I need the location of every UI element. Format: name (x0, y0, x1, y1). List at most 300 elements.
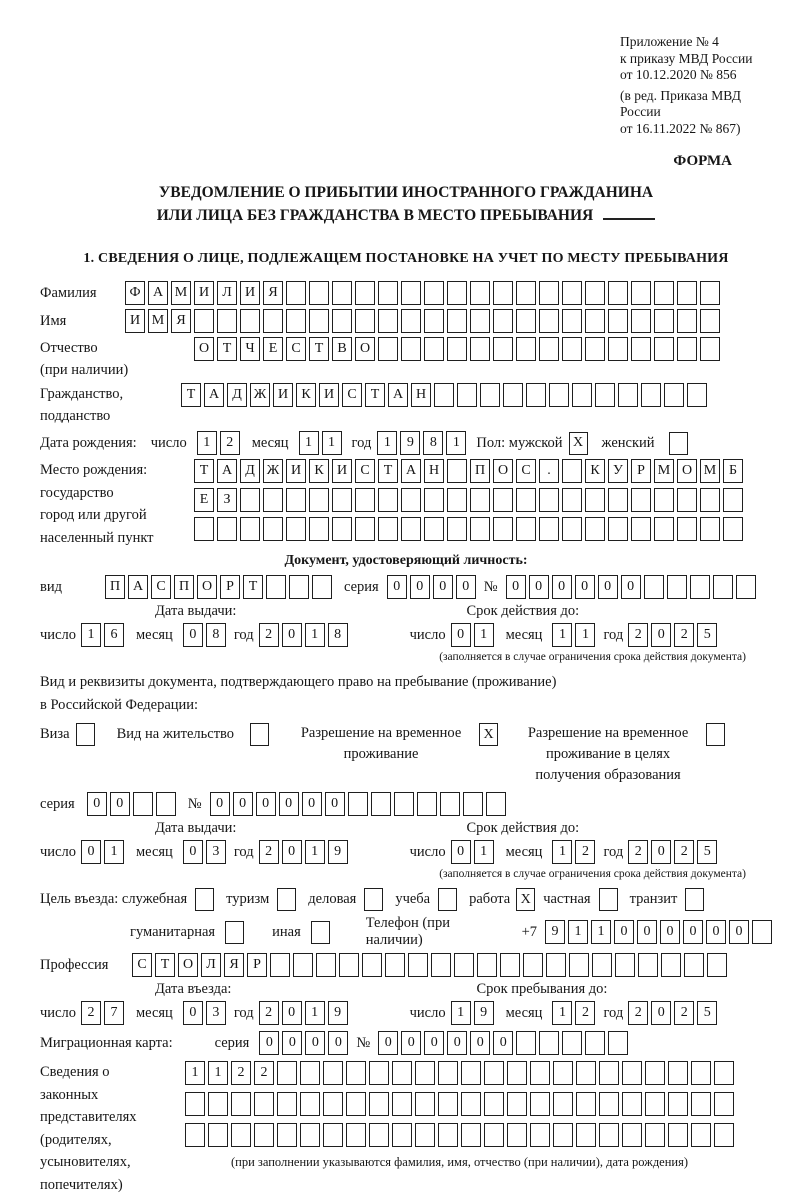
char-cell[interactable]: Е (194, 488, 214, 512)
char-cell[interactable]: С (355, 459, 375, 483)
char-cell[interactable]: Я (171, 309, 191, 333)
char-cell[interactable] (503, 383, 523, 407)
char-cell[interactable]: А (204, 383, 224, 407)
char-cell[interactable] (394, 792, 414, 816)
char-cell[interactable] (293, 953, 313, 977)
char-cell[interactable] (507, 1092, 527, 1116)
char-cell[interactable] (438, 1061, 458, 1085)
char-cell[interactable] (346, 1061, 366, 1085)
char-cell[interactable] (608, 337, 628, 361)
char-cell[interactable] (332, 488, 352, 512)
temp-residence-checkbox[interactable]: X (479, 723, 498, 746)
char-cell[interactable] (486, 792, 506, 816)
char-cell[interactable]: 0 (282, 1001, 302, 1025)
char-cell[interactable]: 0 (614, 920, 634, 944)
char-cell[interactable]: 0 (387, 575, 407, 599)
char-cell[interactable]: Н (424, 459, 444, 483)
char-cell[interactable]: Т (181, 383, 201, 407)
char-cell[interactable]: Р (220, 575, 240, 599)
char-cell[interactable] (599, 1092, 619, 1116)
char-cell[interactable] (133, 792, 153, 816)
char-cell[interactable] (484, 1092, 504, 1116)
char-cell[interactable] (263, 309, 283, 333)
char-cell[interactable]: Р (247, 953, 267, 977)
char-cell[interactable]: С (516, 459, 536, 483)
char-cell[interactable]: 0 (651, 623, 671, 647)
char-cell[interactable] (355, 281, 375, 305)
char-cell[interactable]: 0 (110, 792, 130, 816)
char-cell[interactable]: О (677, 459, 697, 483)
char-cell[interactable] (493, 488, 513, 512)
char-cell[interactable] (392, 1123, 412, 1147)
char-cell[interactable] (240, 488, 260, 512)
char-cell[interactable] (690, 575, 710, 599)
char-cell[interactable] (645, 1061, 665, 1085)
char-cell[interactable] (470, 337, 490, 361)
char-cell[interactable]: 0 (493, 1031, 513, 1055)
char-cell[interactable] (668, 1061, 688, 1085)
char-cell[interactable]: 1 (197, 431, 217, 455)
char-cell[interactable]: 1 (305, 623, 325, 647)
temp-residence-edu-checkbox[interactable] (706, 723, 725, 746)
char-cell[interactable]: 0 (259, 1031, 279, 1055)
char-cell[interactable]: Т (378, 459, 398, 483)
char-cell[interactable]: А (128, 575, 148, 599)
char-cell[interactable] (300, 1123, 320, 1147)
char-cell[interactable] (355, 517, 375, 541)
char-cell[interactable]: Ф (125, 281, 145, 305)
char-cell[interactable] (424, 517, 444, 541)
char-cell[interactable] (447, 337, 467, 361)
char-cell[interactable] (355, 309, 375, 333)
char-cell[interactable] (378, 309, 398, 333)
char-cell[interactable]: 1 (81, 623, 101, 647)
char-cell[interactable]: Т (309, 337, 329, 361)
char-cell[interactable] (608, 281, 628, 305)
char-cell[interactable] (530, 1123, 550, 1147)
char-cell[interactable]: 2 (220, 431, 240, 455)
char-cell[interactable] (185, 1123, 205, 1147)
char-cell[interactable] (654, 309, 674, 333)
char-cell[interactable]: 0 (637, 920, 657, 944)
char-cell[interactable] (562, 1031, 582, 1055)
char-cell[interactable] (687, 383, 707, 407)
char-cell[interactable] (484, 1061, 504, 1085)
char-cell[interactable] (507, 1061, 527, 1085)
char-cell[interactable] (470, 281, 490, 305)
char-cell[interactable] (516, 337, 536, 361)
char-cell[interactable]: 9 (328, 840, 348, 864)
char-cell[interactable] (447, 281, 467, 305)
sex-male-checkbox[interactable]: X (569, 432, 588, 455)
char-cell[interactable]: О (197, 575, 217, 599)
char-cell[interactable]: Н (411, 383, 431, 407)
char-cell[interactable]: 2 (254, 1061, 274, 1085)
char-cell[interactable] (713, 575, 733, 599)
char-cell[interactable] (516, 309, 536, 333)
char-cell[interactable]: 8 (423, 431, 443, 455)
char-cell[interactable] (631, 281, 651, 305)
char-cell[interactable]: 0 (451, 840, 471, 864)
char-cell[interactable]: О (194, 337, 214, 361)
char-cell[interactable] (461, 1092, 481, 1116)
purpose-other-checkbox[interactable] (311, 921, 330, 944)
char-cell[interactable]: 1 (474, 840, 494, 864)
char-cell[interactable]: 1 (305, 840, 325, 864)
char-cell[interactable] (300, 1092, 320, 1116)
char-cell[interactable]: 0 (233, 792, 253, 816)
char-cell[interactable] (691, 1123, 711, 1147)
char-cell[interactable]: 7 (104, 1001, 124, 1025)
char-cell[interactable]: 0 (210, 792, 230, 816)
char-cell[interactable]: У (608, 459, 628, 483)
char-cell[interactable] (438, 1092, 458, 1116)
char-cell[interactable] (440, 792, 460, 816)
char-cell[interactable]: 0 (282, 623, 302, 647)
char-cell[interactable] (668, 1123, 688, 1147)
char-cell[interactable] (677, 517, 697, 541)
char-cell[interactable] (378, 517, 398, 541)
char-cell[interactable] (638, 953, 658, 977)
char-cell[interactable] (277, 1092, 297, 1116)
char-cell[interactable] (392, 1061, 412, 1085)
char-cell[interactable]: 0 (302, 792, 322, 816)
char-cell[interactable] (618, 383, 638, 407)
char-cell[interactable]: И (125, 309, 145, 333)
char-cell[interactable]: 0 (378, 1031, 398, 1055)
char-cell[interactable] (424, 488, 444, 512)
char-cell[interactable] (378, 488, 398, 512)
char-cell[interactable] (463, 792, 483, 816)
char-cell[interactable] (723, 517, 743, 541)
char-cell[interactable]: 1 (575, 623, 595, 647)
char-cell[interactable] (286, 488, 306, 512)
char-cell[interactable]: М (171, 281, 191, 305)
char-cell[interactable]: 1 (446, 431, 466, 455)
char-cell[interactable] (254, 1123, 274, 1147)
char-cell[interactable]: Ж (250, 383, 270, 407)
char-cell[interactable] (707, 953, 727, 977)
residence-permit-checkbox[interactable] (250, 723, 269, 746)
char-cell[interactable]: И (332, 459, 352, 483)
char-cell[interactable] (447, 459, 467, 483)
char-cell[interactable]: 0 (552, 575, 572, 599)
char-cell[interactable] (385, 953, 405, 977)
char-cell[interactable]: 5 (697, 1001, 717, 1025)
purpose-work-checkbox[interactable]: X (516, 888, 535, 911)
char-cell[interactable] (332, 517, 352, 541)
char-cell[interactable] (470, 517, 490, 541)
char-cell[interactable] (654, 281, 674, 305)
char-cell[interactable] (516, 1031, 536, 1055)
char-cell[interactable] (667, 575, 687, 599)
purpose-transit-checkbox[interactable] (685, 888, 704, 911)
char-cell[interactable]: А (388, 383, 408, 407)
char-cell[interactable]: К (585, 459, 605, 483)
char-cell[interactable] (484, 1123, 504, 1147)
char-cell[interactable] (622, 1092, 642, 1116)
char-cell[interactable] (217, 309, 237, 333)
char-cell[interactable] (323, 1092, 343, 1116)
char-cell[interactable]: 0 (706, 920, 726, 944)
char-cell[interactable] (339, 953, 359, 977)
char-cell[interactable] (401, 281, 421, 305)
char-cell[interactable] (691, 1092, 711, 1116)
char-cell[interactable] (714, 1092, 734, 1116)
char-cell[interactable]: Т (155, 953, 175, 977)
char-cell[interactable] (194, 309, 214, 333)
char-cell[interactable] (585, 281, 605, 305)
char-cell[interactable] (539, 1031, 559, 1055)
char-cell[interactable] (631, 337, 651, 361)
char-cell[interactable]: П (174, 575, 194, 599)
char-cell[interactable] (526, 383, 546, 407)
char-cell[interactable] (309, 281, 329, 305)
char-cell[interactable] (289, 575, 309, 599)
char-cell[interactable] (355, 488, 375, 512)
char-cell[interactable] (562, 517, 582, 541)
char-cell[interactable]: Я (263, 281, 283, 305)
char-cell[interactable]: 2 (81, 1001, 101, 1025)
char-cell[interactable] (585, 337, 605, 361)
char-cell[interactable] (378, 281, 398, 305)
char-cell[interactable] (576, 1092, 596, 1116)
char-cell[interactable] (493, 281, 513, 305)
char-cell[interactable] (654, 337, 674, 361)
char-cell[interactable] (309, 309, 329, 333)
char-cell[interactable] (562, 459, 582, 483)
char-cell[interactable] (240, 309, 260, 333)
char-cell[interactable] (516, 517, 536, 541)
char-cell[interactable] (700, 281, 720, 305)
char-cell[interactable] (677, 281, 697, 305)
char-cell[interactable] (700, 337, 720, 361)
char-cell[interactable] (312, 575, 332, 599)
char-cell[interactable] (240, 517, 260, 541)
char-cell[interactable] (392, 1092, 412, 1116)
char-cell[interactable] (553, 1123, 573, 1147)
char-cell[interactable] (631, 517, 651, 541)
char-cell[interactable]: П (105, 575, 125, 599)
char-cell[interactable] (530, 1092, 550, 1116)
char-cell[interactable]: Т (365, 383, 385, 407)
char-cell[interactable]: 1 (185, 1061, 205, 1085)
char-cell[interactable]: 0 (328, 1031, 348, 1055)
char-cell[interactable] (677, 488, 697, 512)
char-cell[interactable]: А (401, 459, 421, 483)
char-cell[interactable]: 1 (208, 1061, 228, 1085)
char-cell[interactable]: 0 (651, 840, 671, 864)
char-cell[interactable]: 1 (322, 431, 342, 455)
char-cell[interactable] (362, 953, 382, 977)
char-cell[interactable]: С (286, 337, 306, 361)
char-cell[interactable]: О (493, 459, 513, 483)
char-cell[interactable]: Е (263, 337, 283, 361)
char-cell[interactable] (585, 517, 605, 541)
char-cell[interactable] (500, 953, 520, 977)
char-cell[interactable] (348, 792, 368, 816)
char-cell[interactable]: 1 (305, 1001, 325, 1025)
char-cell[interactable] (700, 309, 720, 333)
char-cell[interactable]: Т (194, 459, 214, 483)
char-cell[interactable]: Т (243, 575, 263, 599)
char-cell[interactable] (562, 309, 582, 333)
char-cell[interactable] (562, 281, 582, 305)
char-cell[interactable] (369, 1092, 389, 1116)
char-cell[interactable] (415, 1092, 435, 1116)
char-cell[interactable]: 2 (674, 840, 694, 864)
char-cell[interactable] (714, 1061, 734, 1085)
char-cell[interactable]: . (539, 459, 559, 483)
char-cell[interactable] (645, 1092, 665, 1116)
char-cell[interactable]: А (217, 459, 237, 483)
char-cell[interactable]: 0 (424, 1031, 444, 1055)
purpose-humanitarian-checkbox[interactable] (225, 921, 244, 944)
char-cell[interactable] (371, 792, 391, 816)
char-cell[interactable]: 0 (282, 1031, 302, 1055)
char-cell[interactable] (401, 337, 421, 361)
char-cell[interactable] (417, 792, 437, 816)
char-cell[interactable] (714, 1123, 734, 1147)
char-cell[interactable]: М (654, 459, 674, 483)
char-cell[interactable] (668, 1092, 688, 1116)
char-cell[interactable] (539, 281, 559, 305)
char-cell[interactable]: К (309, 459, 329, 483)
char-cell[interactable] (539, 488, 559, 512)
char-cell[interactable] (401, 309, 421, 333)
char-cell[interactable] (323, 1123, 343, 1147)
char-cell[interactable] (539, 309, 559, 333)
char-cell[interactable] (470, 309, 490, 333)
purpose-private-checkbox[interactable] (599, 888, 618, 911)
char-cell[interactable]: 0 (401, 1031, 421, 1055)
char-cell[interactable] (254, 1092, 274, 1116)
char-cell[interactable]: 2 (575, 840, 595, 864)
char-cell[interactable]: 2 (259, 623, 279, 647)
char-cell[interactable] (378, 337, 398, 361)
char-cell[interactable] (572, 383, 592, 407)
char-cell[interactable] (194, 517, 214, 541)
char-cell[interactable]: Д (227, 383, 247, 407)
char-cell[interactable] (661, 953, 681, 977)
char-cell[interactable]: 2 (231, 1061, 251, 1085)
char-cell[interactable]: 0 (410, 575, 430, 599)
char-cell[interactable]: 2 (575, 1001, 595, 1025)
char-cell[interactable] (736, 575, 756, 599)
char-cell[interactable]: 5 (697, 840, 717, 864)
char-cell[interactable]: 2 (259, 1001, 279, 1025)
char-cell[interactable]: В (332, 337, 352, 361)
char-cell[interactable]: 3 (206, 1001, 226, 1025)
char-cell[interactable] (408, 953, 428, 977)
char-cell[interactable] (457, 383, 477, 407)
char-cell[interactable]: 0 (81, 840, 101, 864)
char-cell[interactable] (562, 488, 582, 512)
char-cell[interactable]: 3 (206, 840, 226, 864)
char-cell[interactable]: 9 (545, 920, 565, 944)
char-cell[interactable] (553, 1092, 573, 1116)
char-cell[interactable]: И (319, 383, 339, 407)
char-cell[interactable]: 0 (451, 623, 471, 647)
char-cell[interactable] (266, 575, 286, 599)
char-cell[interactable]: 1 (591, 920, 611, 944)
char-cell[interactable]: 0 (279, 792, 299, 816)
char-cell[interactable]: С (151, 575, 171, 599)
char-cell[interactable] (677, 309, 697, 333)
char-cell[interactable]: М (700, 459, 720, 483)
char-cell[interactable] (270, 953, 290, 977)
char-cell[interactable] (608, 1031, 628, 1055)
char-cell[interactable] (493, 517, 513, 541)
char-cell[interactable] (539, 517, 559, 541)
char-cell[interactable] (415, 1061, 435, 1085)
char-cell[interactable] (431, 953, 451, 977)
char-cell[interactable] (447, 517, 467, 541)
char-cell[interactable]: П (470, 459, 490, 483)
char-cell[interactable] (369, 1061, 389, 1085)
char-cell[interactable] (447, 488, 467, 512)
char-cell[interactable] (480, 383, 500, 407)
char-cell[interactable] (447, 309, 467, 333)
char-cell[interactable] (286, 517, 306, 541)
char-cell[interactable] (263, 488, 283, 512)
char-cell[interactable] (546, 953, 566, 977)
char-cell[interactable]: 2 (674, 623, 694, 647)
char-cell[interactable] (401, 488, 421, 512)
char-cell[interactable]: 1 (299, 431, 319, 455)
char-cell[interactable]: 2 (628, 1001, 648, 1025)
char-cell[interactable]: И (286, 459, 306, 483)
char-cell[interactable] (608, 517, 628, 541)
char-cell[interactable]: 0 (506, 575, 526, 599)
char-cell[interactable] (608, 488, 628, 512)
char-cell[interactable] (231, 1123, 251, 1147)
char-cell[interactable]: 0 (325, 792, 345, 816)
char-cell[interactable]: 9 (400, 431, 420, 455)
char-cell[interactable]: И (273, 383, 293, 407)
char-cell[interactable]: Я (224, 953, 244, 977)
char-cell[interactable] (477, 953, 497, 977)
char-cell[interactable]: Ж (263, 459, 283, 483)
char-cell[interactable] (516, 281, 536, 305)
purpose-study-checkbox[interactable] (438, 888, 457, 911)
char-cell[interactable]: 0 (305, 1031, 325, 1055)
char-cell[interactable] (516, 488, 536, 512)
char-cell[interactable] (434, 383, 454, 407)
char-cell[interactable] (562, 337, 582, 361)
char-cell[interactable] (438, 1123, 458, 1147)
char-cell[interactable]: 2 (628, 840, 648, 864)
char-cell[interactable]: З (217, 488, 237, 512)
char-cell[interactable] (208, 1123, 228, 1147)
char-cell[interactable] (530, 1061, 550, 1085)
purpose-official-checkbox[interactable] (195, 888, 214, 911)
char-cell[interactable]: 1 (552, 1001, 572, 1025)
char-cell[interactable] (401, 517, 421, 541)
char-cell[interactable]: 0 (470, 1031, 490, 1055)
char-cell[interactable]: Б (723, 459, 743, 483)
char-cell[interactable] (569, 953, 589, 977)
char-cell[interactable] (493, 309, 513, 333)
char-cell[interactable] (470, 488, 490, 512)
char-cell[interactable] (723, 488, 743, 512)
char-cell[interactable]: 2 (674, 1001, 694, 1025)
char-cell[interactable] (645, 1123, 665, 1147)
char-cell[interactable] (217, 517, 237, 541)
char-cell[interactable] (684, 953, 704, 977)
char-cell[interactable]: 0 (183, 1001, 203, 1025)
char-cell[interactable]: 0 (256, 792, 276, 816)
